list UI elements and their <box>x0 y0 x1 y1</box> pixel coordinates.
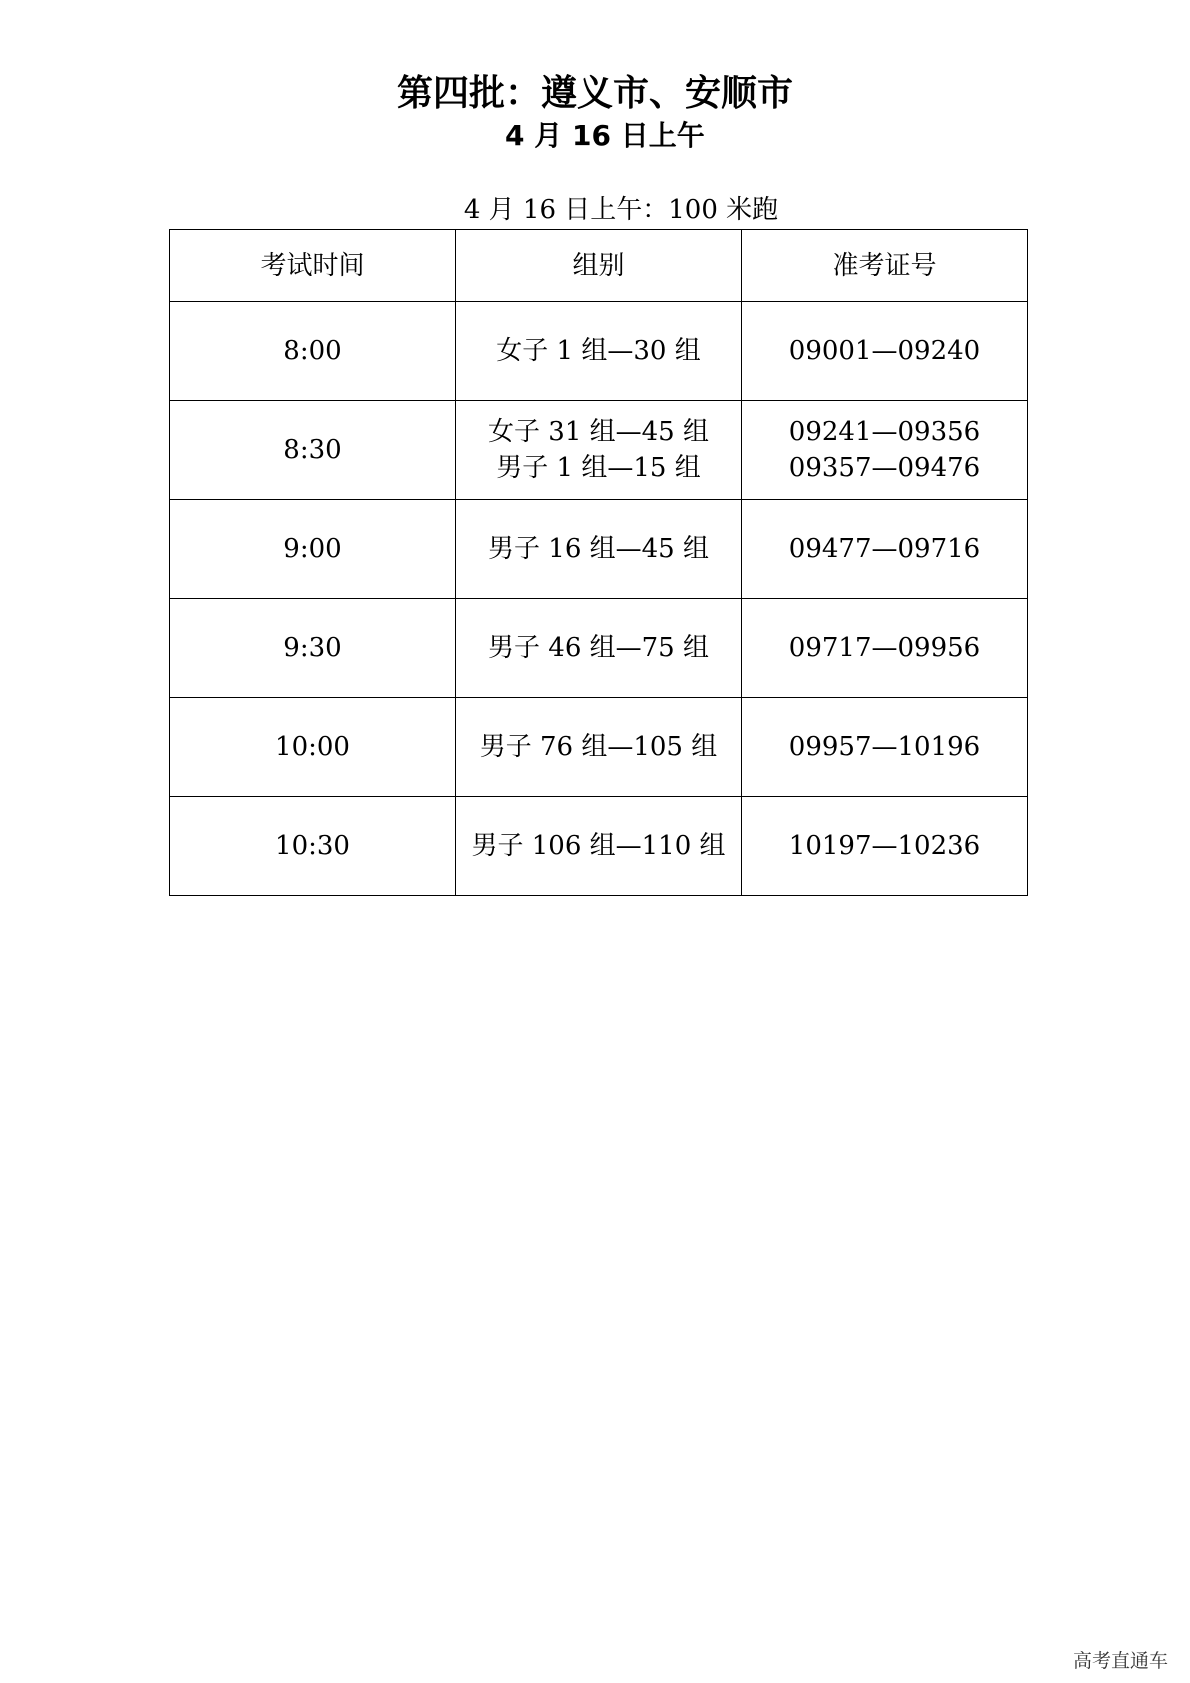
group-line: 男子 76 组—105 组 <box>479 732 718 762</box>
ticket-line: 09717—09956 <box>788 633 981 663</box>
cell-time: 10:00 <box>170 698 456 797</box>
ticket-line: 09357—09476 <box>788 453 981 483</box>
watermark-text: 高考直通车 <box>1072 1650 1168 1672</box>
schedule-table <box>169 229 1028 896</box>
group-line: 女子 31 组—45 组 <box>488 417 709 447</box>
cell-group <box>456 500 742 599</box>
cell-ticket <box>742 599 1028 698</box>
table-header-row <box>170 230 1028 302</box>
table-row <box>170 401 1028 500</box>
table-row <box>170 302 1028 401</box>
table-row <box>170 698 1028 797</box>
cell-group <box>456 302 742 401</box>
table-row <box>170 500 1028 599</box>
cell-group <box>456 698 742 797</box>
cell-ticket <box>742 698 1028 797</box>
table-caption-text: 4 月 16 日上午：100 米跑 <box>463 195 779 225</box>
ticket-line: 09957—10196 <box>788 732 981 762</box>
ticket-line: 09001—09240 <box>788 336 981 366</box>
group-line: 男子 1 组—15 组 <box>496 453 701 483</box>
group-line: 女子 1 组—30 组 <box>496 336 701 366</box>
document-subtitle: 4 月 16 日上午 <box>505 119 705 152</box>
table-row <box>170 599 1028 698</box>
cell-time: 9:00 <box>170 500 456 599</box>
ticket-line: 09477—09716 <box>788 534 981 564</box>
cell-ticket <box>742 401 1028 500</box>
cell-group <box>456 797 742 896</box>
cell-time: 8:30 <box>170 401 456 500</box>
group-line: 男子 106 组—110 组 <box>471 831 726 861</box>
cell-group <box>456 599 742 698</box>
cell-ticket <box>742 302 1028 401</box>
group-line: 男子 16 组—45 组 <box>488 534 709 564</box>
header-group: 组别 <box>456 230 742 302</box>
cell-group <box>456 401 742 500</box>
cell-time: 10:30 <box>170 797 456 896</box>
cell-ticket <box>742 500 1028 599</box>
table-row <box>170 797 1028 896</box>
cell-time: 9:30 <box>170 599 456 698</box>
group-line: 男子 46 组—75 组 <box>488 633 709 663</box>
cell-time: 8:00 <box>170 302 456 401</box>
header-ticket-number: 准考证号 <box>742 230 1028 302</box>
cell-ticket <box>742 797 1028 896</box>
table-caption <box>0 193 1190 227</box>
document-title: 第四批：遵义市、安顺市 <box>396 73 793 114</box>
ticket-line: 09241—09356 <box>788 417 981 447</box>
header-exam-time: 考试时间 <box>170 230 456 302</box>
ticket-line: 10197—10236 <box>788 831 981 861</box>
